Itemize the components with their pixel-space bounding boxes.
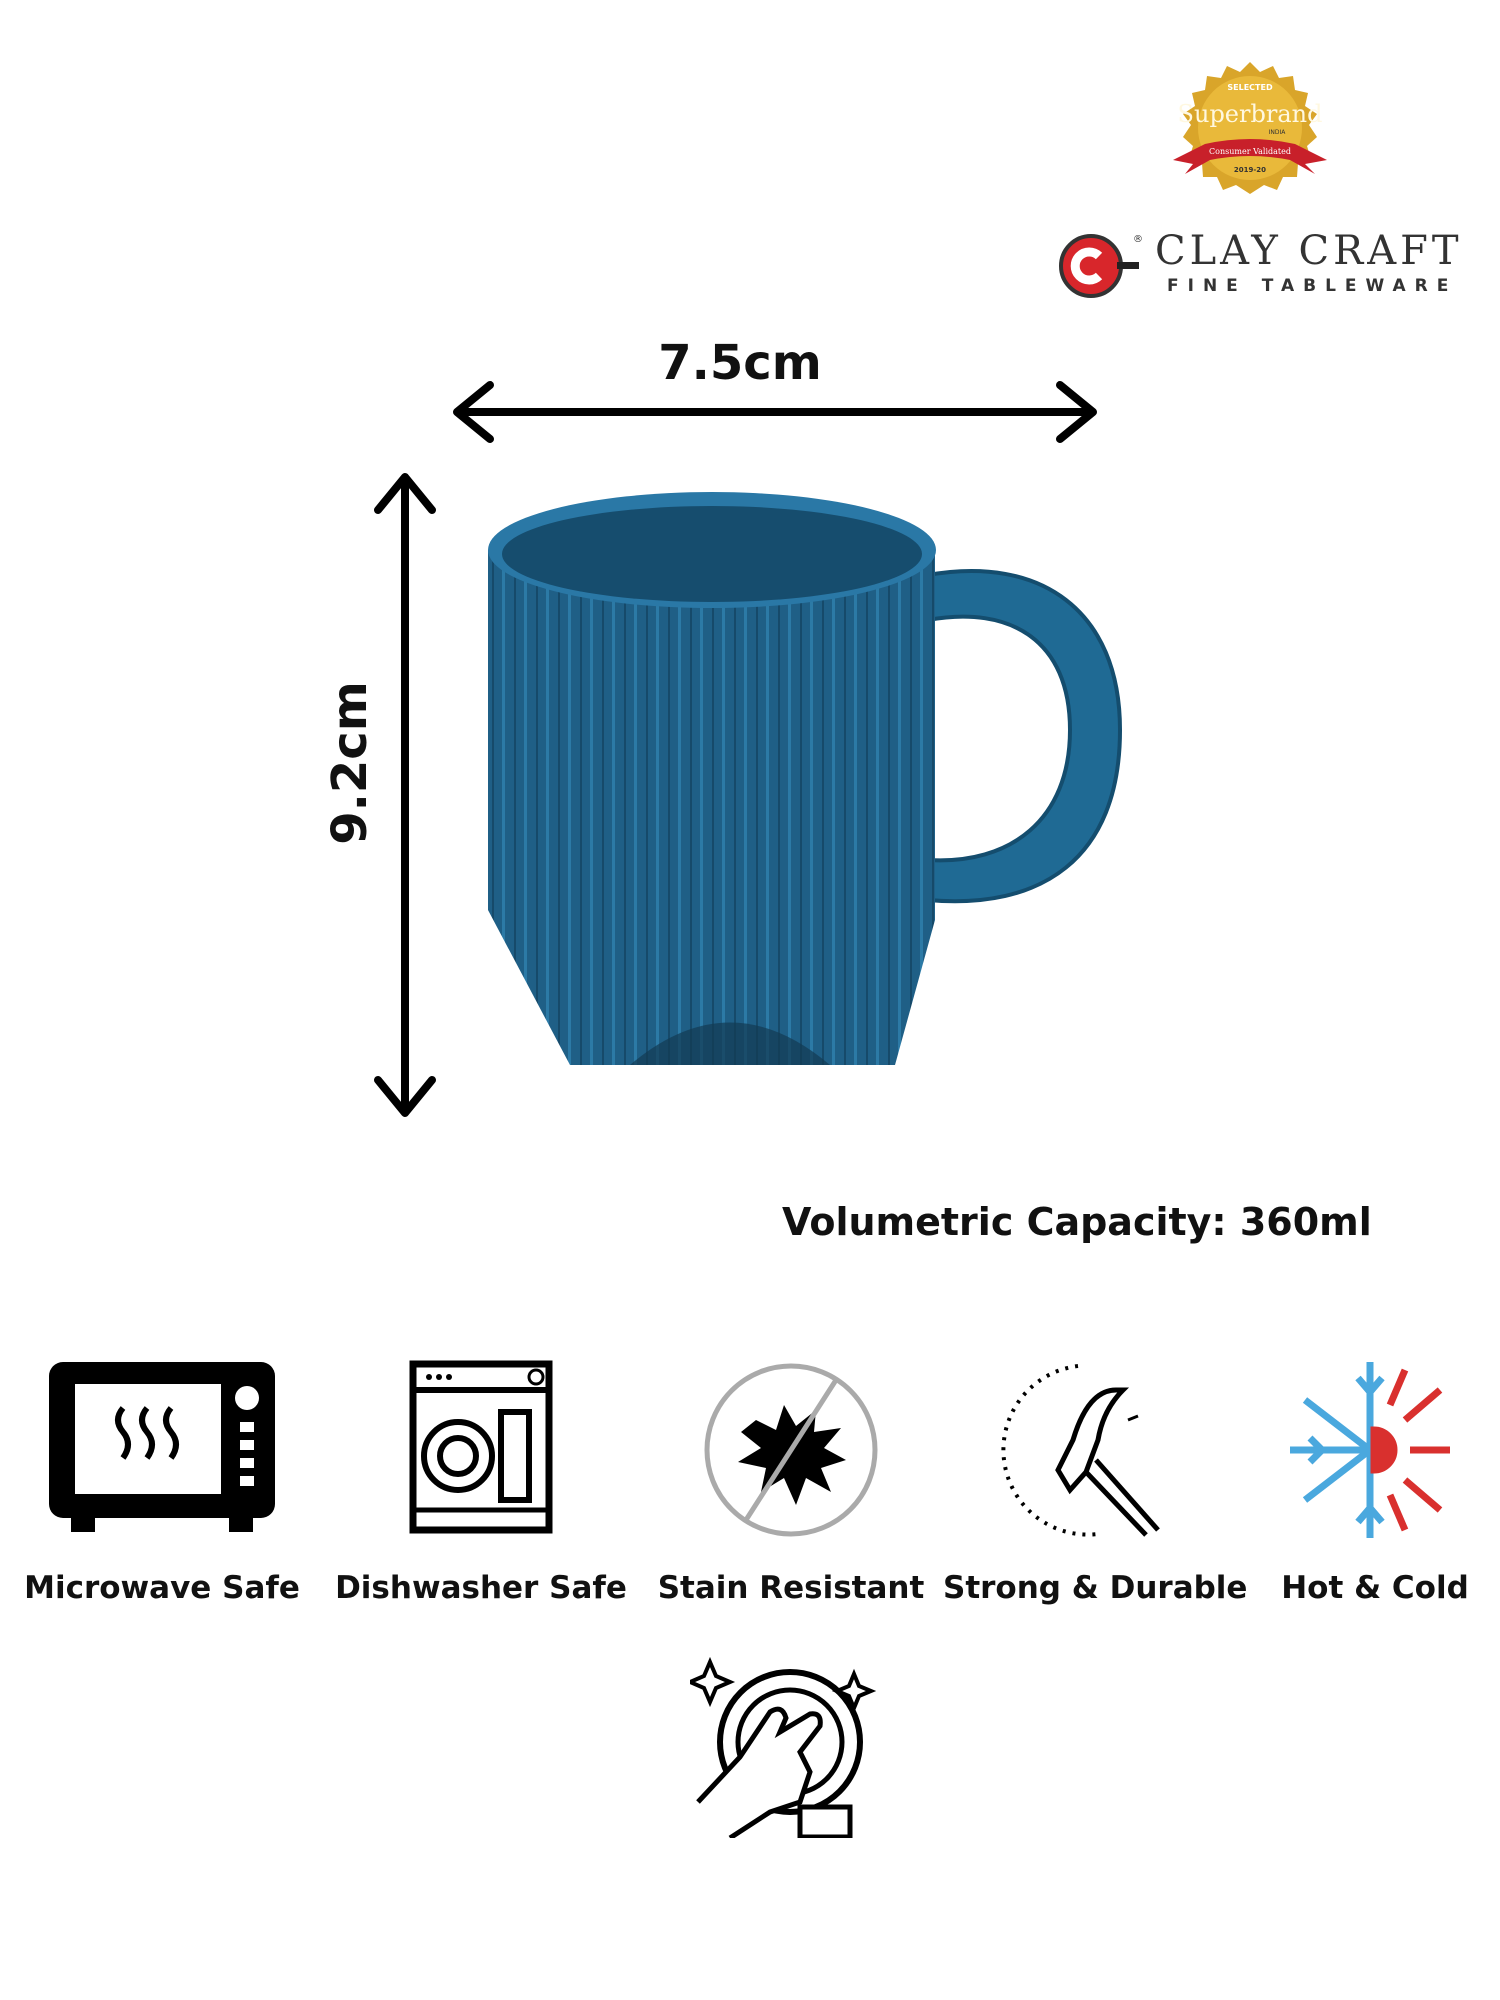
feature-dishwasher-safe [331,1360,631,1606]
clay-craft-logo [1055,228,1463,300]
superbrand-badge [1165,60,1335,210]
svg-text:INDIA: INDIA [1268,129,1286,136]
feature-hot-cold [1225,1360,1500,1606]
stain-resistant-icon [676,1360,906,1540]
clay-craft-logo-mark [1055,228,1145,300]
hammer-icon [978,1360,1208,1540]
svg-text:Superbrand: Superbrand [1177,100,1323,128]
svg-text:SELECTED: SELECTED [1227,83,1273,92]
svg-text:2019-20: 2019-20 [1233,166,1267,174]
brand-tagline: FINE TABLEWARE [1167,276,1458,296]
feature-stain-resistant [641,1360,941,1606]
height-arrow [373,465,437,1125]
feature-label: Dishwasher Safe [335,1570,627,1606]
feature-label: Microwave Safe [24,1570,300,1606]
feature-label: Strong & Durable [943,1570,1248,1606]
svg-text:Consumer Validated: Consumer Validated [1209,147,1291,156]
width-arrow [445,380,1105,444]
svg-text:®: ® [1133,234,1143,245]
hand-wash-icon [690,1652,880,1838]
mug-image [480,480,1130,1080]
feature-microwave-safe [12,1360,312,1606]
feature-label: Stain Resistant [657,1570,925,1606]
brand-name: CLAY CRAFT [1155,228,1463,274]
volumetric-capacity: Volumetric Capacity: 360ml [782,1200,1372,1244]
microwave-icon [47,1360,277,1540]
hot-cold-icon [1260,1360,1490,1540]
dishwasher-icon [366,1360,596,1540]
height-label: 9.2cm [322,681,378,845]
feature-label: Hot & Cold [1281,1570,1469,1606]
feature-strong-durable [943,1360,1248,1606]
width-label: 7.5cm [658,335,822,391]
